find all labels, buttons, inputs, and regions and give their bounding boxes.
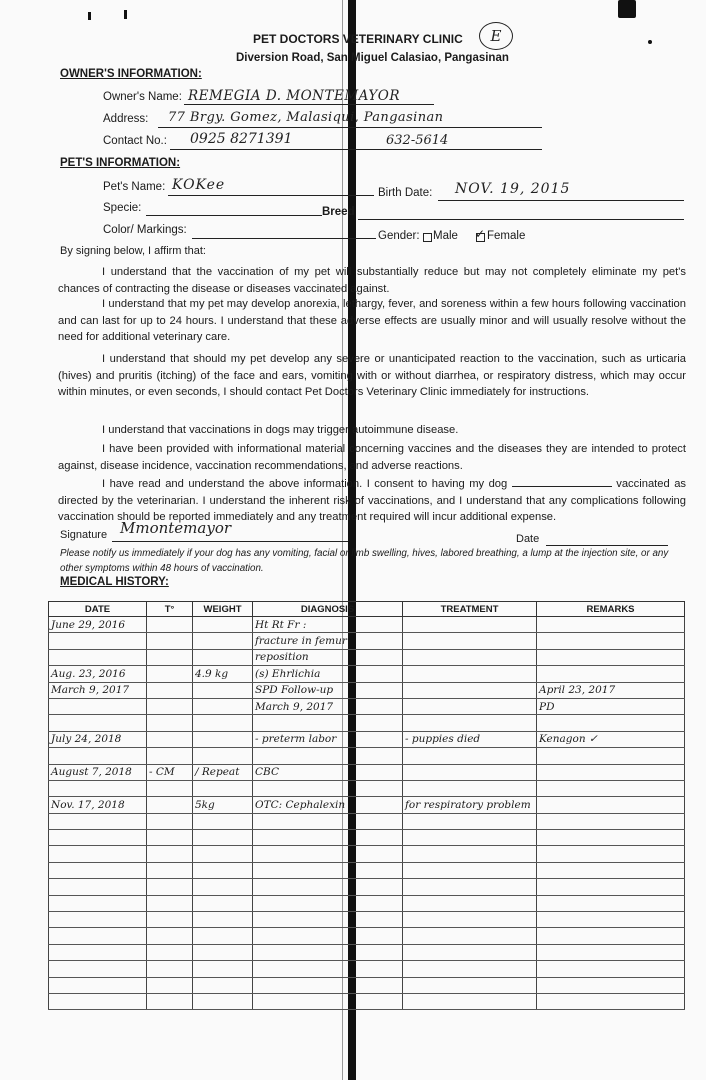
table-cell	[403, 633, 537, 649]
table-cell: CBC	[253, 764, 403, 780]
owner-name-label: Owner's Name:	[103, 91, 182, 103]
table-cell	[537, 649, 685, 665]
table-cell	[193, 830, 253, 846]
table-cell	[403, 682, 537, 698]
table-cell	[403, 830, 537, 846]
specie-label: Specie:	[103, 202, 142, 214]
table-cell	[403, 993, 537, 1009]
table-cell	[49, 830, 147, 846]
table-cell	[49, 977, 147, 993]
table-cell	[403, 617, 537, 633]
table-cell	[403, 879, 537, 895]
address-value: 77 Brgy. Gomez, Malasiqui, Pangasinan	[168, 110, 444, 125]
table-cell: July 24, 2018	[49, 731, 147, 747]
column-header: T°	[147, 602, 193, 617]
table-row	[49, 731, 685, 747]
address-line	[158, 127, 542, 128]
table-row	[49, 879, 685, 895]
table-cell	[193, 912, 253, 928]
table-cell: fracture in femur	[253, 633, 403, 649]
table-cell	[147, 649, 193, 665]
table-cell	[403, 977, 537, 993]
table-cell	[253, 862, 403, 878]
table-cell	[147, 633, 193, 649]
dog-name-blank[interactable]	[512, 475, 612, 487]
table-cell	[193, 748, 253, 764]
table-cell: / Repeat	[193, 764, 253, 780]
table-cell	[537, 666, 685, 682]
table-cell	[193, 698, 253, 714]
table-row	[49, 748, 685, 764]
table-row	[49, 993, 685, 1009]
table-cell	[193, 977, 253, 993]
table-cell	[537, 633, 685, 649]
table-cell	[147, 830, 193, 846]
table-cell	[537, 912, 685, 928]
table-cell: Ht Rt Fr :	[253, 617, 403, 633]
consent-paragraph-6	[58, 475, 686, 526]
table-cell	[193, 682, 253, 698]
table-cell	[403, 928, 537, 944]
table-cell	[147, 666, 193, 682]
table-cell: 4.9 kg	[193, 666, 253, 682]
table-cell	[193, 862, 253, 878]
table-cell	[537, 715, 685, 731]
table-row	[49, 846, 685, 862]
table-cell	[537, 862, 685, 878]
table-row	[49, 780, 685, 796]
table-cell	[403, 698, 537, 714]
table-cell	[193, 731, 253, 747]
table-cell	[49, 813, 147, 829]
scan-mark	[124, 10, 127, 19]
table-cell	[193, 944, 253, 960]
table-row	[49, 862, 685, 878]
table-cell	[193, 633, 253, 649]
table-row	[49, 912, 685, 928]
consent-paragraph-5: I have been provided with informational material concerning vaccines and the diseases they are intended to protect against, disease incidence, vaccination recommendations, and adverse reactions.	[58, 443, 686, 472]
table-cell	[49, 698, 147, 714]
table-cell	[253, 895, 403, 911]
table-cell	[403, 846, 537, 862]
table-cell: June 29, 2016	[49, 617, 147, 633]
table-row	[49, 617, 685, 633]
table-cell	[193, 846, 253, 862]
table-cell	[403, 649, 537, 665]
gender-label: Gender:	[378, 230, 420, 242]
table-cell	[49, 633, 147, 649]
table-cell	[403, 944, 537, 960]
table-cell: March 9, 2017	[253, 698, 403, 714]
table-cell	[147, 961, 193, 977]
table-cell	[147, 698, 193, 714]
contact-label: Contact No.:	[103, 135, 167, 147]
table-cell	[403, 895, 537, 911]
table-cell: April 23, 2017	[537, 682, 685, 698]
table-cell	[537, 879, 685, 895]
table-cell	[253, 780, 403, 796]
table-cell: Nov. 17, 2018	[49, 797, 147, 813]
table-cell	[537, 895, 685, 911]
table-cell	[147, 993, 193, 1009]
table-cell	[147, 928, 193, 944]
table-cell	[253, 813, 403, 829]
birth-date-label: Birth Date:	[378, 187, 433, 199]
table-cell	[537, 617, 685, 633]
table-row	[49, 977, 685, 993]
table-cell	[147, 977, 193, 993]
address-label: Address:	[103, 113, 149, 125]
table-cell	[403, 748, 537, 764]
table-row	[49, 649, 685, 665]
table-cell	[537, 928, 685, 944]
consent-paragraph-1: I understand that the vaccination of my pet will substantially reduce but may not completely eliminate my pet's chances of contracting the disease or diseases vaccinated against.	[58, 266, 686, 295]
table-cell	[49, 748, 147, 764]
table-cell	[193, 813, 253, 829]
table-cell	[253, 830, 403, 846]
table-cell	[193, 993, 253, 1009]
table-row	[49, 961, 685, 977]
female-label: Female	[487, 230, 526, 242]
table-cell: Aug. 23, 2016	[49, 666, 147, 682]
column-header: WEIGHT	[193, 602, 253, 617]
consent-paragraph-6-start: I have read and understand the above information. I consent to having my dog	[102, 478, 508, 490]
table-cell	[537, 813, 685, 829]
table-cell: - CM	[147, 764, 193, 780]
table-cell	[147, 731, 193, 747]
table-cell: PD	[537, 698, 685, 714]
color-markings-label: Color/ Markings:	[103, 224, 187, 236]
medical-history-title: MEDICAL HISTORY:	[60, 576, 169, 588]
notice-text: Please notify us immediately if your dog has any vomiting, facial or limb swelling, hives, labored breathing, a lump at the injection site, or any other symptoms within 48 hours of vaccination.	[60, 548, 669, 574]
male-checkbox[interactable]	[423, 233, 432, 242]
scan-corner-mark	[618, 0, 636, 18]
table-cell	[147, 797, 193, 813]
male-label: Male	[433, 230, 458, 242]
table-cell: August 7, 2018	[49, 764, 147, 780]
breed-label: Breed	[322, 206, 355, 218]
table-cell	[253, 928, 403, 944]
female-check-mark-icon: ✓	[475, 227, 486, 241]
table-row	[49, 764, 685, 780]
date-label: Date	[516, 533, 540, 545]
circled-badge: E	[479, 22, 513, 50]
table-cell	[403, 961, 537, 977]
table-cell	[537, 846, 685, 862]
color-markings-line	[192, 238, 376, 239]
column-header: TREATMENT	[403, 602, 537, 617]
table-cell	[147, 780, 193, 796]
table-cell	[147, 846, 193, 862]
table-cell	[537, 944, 685, 960]
table-cell	[49, 715, 147, 731]
table-cell	[49, 912, 147, 928]
table-cell	[253, 993, 403, 1009]
contact-value: 0925 8271391	[190, 131, 293, 147]
specie-line	[146, 215, 322, 216]
table-cell	[537, 977, 685, 993]
breed-line	[358, 219, 684, 220]
table-cell: SPD Follow-up	[253, 682, 403, 698]
table-row	[49, 698, 685, 714]
consent-intro: By signing below, I affirm that:	[60, 245, 206, 257]
table-row	[49, 797, 685, 813]
table-cell	[49, 944, 147, 960]
table-cell	[193, 715, 253, 731]
pet-section-title: PET'S INFORMATION:	[60, 157, 181, 169]
table-cell	[147, 813, 193, 829]
table-cell	[49, 928, 147, 944]
table-cell	[537, 764, 685, 780]
signature-label: Signature	[60, 529, 108, 541]
table-cell	[147, 715, 193, 731]
table-cell	[147, 862, 193, 878]
consent-paragraph-4: I understand that vaccinations in dogs may trigger autoimmune disease.	[102, 424, 459, 436]
table-header-row	[49, 602, 685, 617]
table-cell	[49, 649, 147, 665]
table-cell	[49, 846, 147, 862]
pet-name-line	[168, 195, 374, 196]
consent-paragraph-3: I understand that should my pet develop any severe or unanticipated reaction to the vaccination, such as urticaria (hives) and pruritis (itching) of the face and ears, vomiting with or without diarrhea, or respiratory distress, which may occur within minutes, or even seconds, I should contact Pet Doctors Veterinary Clinic immediately for instructions.	[58, 353, 686, 398]
signature-line	[112, 541, 348, 542]
column-header: REMARKS	[537, 602, 685, 617]
table-row	[49, 944, 685, 960]
table-cell: reposition	[253, 649, 403, 665]
owner-section-title: OWNER'S INFORMATION:	[60, 68, 202, 80]
table-cell	[147, 912, 193, 928]
table-row	[49, 928, 685, 944]
table-cell	[537, 780, 685, 796]
table-cell	[403, 764, 537, 780]
table-cell	[193, 895, 253, 911]
table-cell	[253, 912, 403, 928]
table-row	[49, 633, 685, 649]
table-cell	[147, 895, 193, 911]
pet-name-label: Pet's Name:	[103, 181, 166, 193]
table-cell	[537, 830, 685, 846]
owner-name-value: REMEGIA D. MONTEMAYOR	[188, 88, 401, 104]
table-cell	[253, 715, 403, 731]
table-cell	[253, 879, 403, 895]
table-cell	[193, 961, 253, 977]
table-cell	[253, 846, 403, 862]
scan-mark	[88, 12, 91, 20]
table-cell: OTC: Cephalexin	[253, 797, 403, 813]
table-cell	[49, 862, 147, 878]
table-cell	[403, 862, 537, 878]
table-cell: March 9, 2017	[49, 682, 147, 698]
table-cell	[193, 617, 253, 633]
birth-date-line	[438, 200, 684, 201]
table-cell	[537, 961, 685, 977]
table-cell	[49, 780, 147, 796]
scan-dot	[648, 40, 652, 44]
table-cell	[193, 780, 253, 796]
table-cell	[193, 928, 253, 944]
table-cell	[147, 682, 193, 698]
table-cell	[253, 961, 403, 977]
table-cell	[253, 977, 403, 993]
table-cell: - preterm labor	[253, 731, 403, 747]
table-cell	[537, 797, 685, 813]
table-cell	[49, 961, 147, 977]
owner-name-line	[184, 104, 434, 105]
table-cell	[49, 993, 147, 1009]
table-cell	[147, 748, 193, 764]
table-cell: (s) Ehrlichia	[253, 666, 403, 682]
table-cell	[403, 912, 537, 928]
table-cell	[253, 748, 403, 764]
table-row	[49, 830, 685, 846]
consent-paragraph-6-end: vaccinated as directed by the veterinarian. I understand the inherent risk of vaccinations, and I understand that any complications following vaccination should be reported immediately and any treatment required will incur additional expense.	[58, 478, 687, 523]
birth-date-value: NOV. 19, 2015	[455, 181, 571, 197]
table-cell	[49, 895, 147, 911]
table-cell: - puppies died	[403, 731, 537, 747]
table-cell	[403, 780, 537, 796]
table-cell	[253, 944, 403, 960]
table-row	[49, 682, 685, 698]
table-row	[49, 666, 685, 682]
table-cell	[403, 813, 537, 829]
table-cell	[403, 715, 537, 731]
table-cell	[147, 879, 193, 895]
signature-value: Mmontemayor	[120, 519, 232, 537]
table-cell	[537, 748, 685, 764]
table-row	[49, 715, 685, 731]
table-cell	[403, 666, 537, 682]
table-cell	[147, 617, 193, 633]
medical-history-table	[48, 601, 685, 1010]
clinic-address: Diversion Road, San Miguel Calasiao, Pangasinan	[236, 52, 509, 64]
pet-name-value: KOKee	[172, 177, 226, 193]
contact-line	[170, 149, 542, 150]
table-cell	[193, 879, 253, 895]
column-header: DIAGNOSIS	[253, 602, 403, 617]
consent-paragraph-2: I understand that my pet may develop anorexia, lethargy, fever, and soreness within a few hours following vaccination and can last for up to 24 hours. I understand that these adverse effects are usually minor and will usually resolve without the need for additional veterinary care.	[58, 298, 686, 343]
table-cell: Kenagon ✓	[537, 731, 685, 747]
table-cell: 5kg	[193, 797, 253, 813]
contact-value-2: 632-5614	[386, 133, 449, 148]
table-cell	[537, 993, 685, 1009]
table-cell: for respiratory problem	[403, 797, 537, 813]
table-cell	[147, 944, 193, 960]
clinic-name: PET DOCTORS VETERINARY CLINIC	[253, 32, 463, 46]
table-row	[49, 895, 685, 911]
table-cell	[49, 879, 147, 895]
table-cell	[193, 649, 253, 665]
column-header: DATE	[49, 602, 147, 617]
table-row	[49, 813, 685, 829]
